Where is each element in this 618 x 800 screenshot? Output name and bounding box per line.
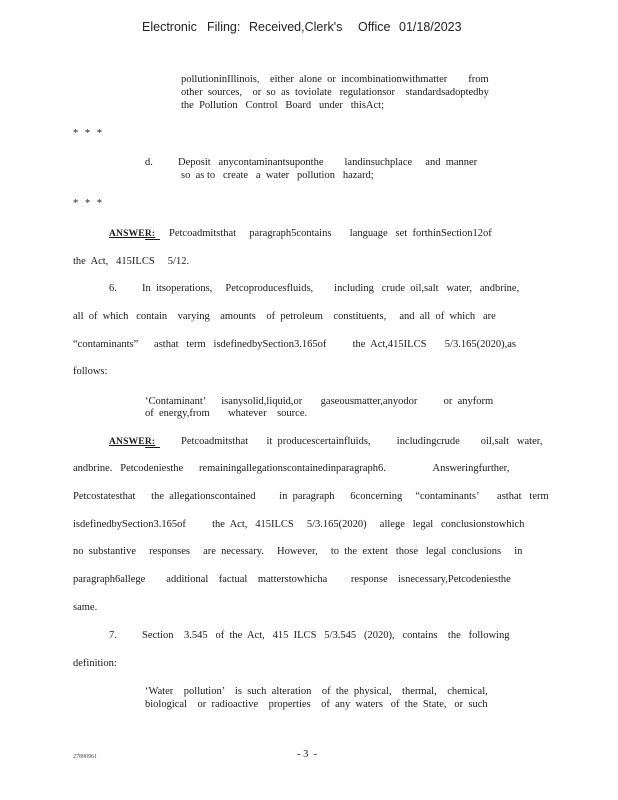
para6-line4: follows: xyxy=(73,366,108,377)
quote1-line2: other sources, or so as toviolate regulationsor standardsadoptedby xyxy=(181,87,489,98)
filing-stamp-received: Received,Clerk's xyxy=(249,20,343,34)
answer-label: ANSWER: xyxy=(109,229,156,239)
para7-number: 7. xyxy=(109,630,117,641)
item-d-letter: d. xyxy=(145,157,153,168)
item-d-line2: so as to create a water pollution hazard; xyxy=(181,170,374,181)
para6-line3: “contaminants” asthat term isdefinedbySection3.165of the Act,415ILCS 5/3.165(2020),as xyxy=(73,339,516,350)
answer1-line2: the Act, 415ILCS 5/12. xyxy=(73,256,190,267)
quote2-line1: ‘Contaminant’ isanysolid,liquid,or gaseousmatter,anyodor or anyform xyxy=(145,396,494,407)
para6-line1: In itsoperations, Petcoproducesfluids, including crude oil,salt water, andbrine, xyxy=(142,283,520,294)
answer2-line6: paragraph6allege additional factual matterstowhicha response isnecessary,Petcodeniesthe xyxy=(73,574,511,585)
para7-line2: definition: xyxy=(73,658,117,669)
answer2-line7: same. xyxy=(73,602,98,613)
answer2-line4: isdefinedbySection3.165of the Act, 415ILCS 5/3.165(2020) allege legal conclusionstowhich xyxy=(73,519,525,530)
filing-stamp-date: 01/18/2023 xyxy=(399,20,462,34)
answer1-line1: Petcoadmitsthat paragraph5contains language set forthinSection12of xyxy=(169,228,492,239)
answer-underline xyxy=(145,447,160,448)
answer2-line5: no substantive responses are necessary. However, to the extent those legal conclusions in xyxy=(73,546,523,557)
quote3-line1: ‘Water pollution’ is such alteration of the physical, thermal, chemical, xyxy=(145,686,488,697)
section-break-stars: * * * xyxy=(73,198,104,209)
answer2-line3: Petcostatesthat the allegationscontained in paragraph 6concerning “contaminants’ asthat term xyxy=(73,491,549,502)
page-number: - 3 - xyxy=(297,749,318,760)
answer2-line1: Petcoadmitsthat it producescertainfluids, includingcrude oil,salt water, xyxy=(181,436,543,447)
quote1-line1: pollutioninIllinois, either alone or incombinationwithmatter from xyxy=(181,74,489,85)
answer-underline xyxy=(145,239,160,240)
quote3-line2: biological or radioactive properties of any waters of the State, or such xyxy=(145,699,488,710)
para6-number: 6. xyxy=(109,283,117,294)
quote2-line2: of energy,from whatever source. xyxy=(145,408,308,419)
quote1-line3: the Pollution Control Board under thisAct; xyxy=(181,100,384,111)
para6-line2: all of which contain varying amounts of petroleum constituents, and all of which are xyxy=(73,311,496,322)
answer2-line2: andbrine. Petcodeniesthe remainingallegationscontainedinparagraph6. Answeringfurther, xyxy=(73,463,510,474)
filing-stamp-office: Office xyxy=(358,20,391,34)
document-id: 27890961 xyxy=(73,754,97,760)
section-break-stars: * * * xyxy=(73,128,104,139)
para7-line1: Section 3.545 of the Act, 415 ILCS 5/3.545 (2020), contains the following xyxy=(142,630,510,641)
answer-label: ANSWER: xyxy=(109,437,156,447)
filing-stamp-electronic: Electronic xyxy=(142,20,197,34)
filing-stamp-filing: Filing: xyxy=(207,20,241,34)
item-d-line1: Deposit anycontaminantsuponthe landinsuchplace and manner xyxy=(178,157,478,168)
